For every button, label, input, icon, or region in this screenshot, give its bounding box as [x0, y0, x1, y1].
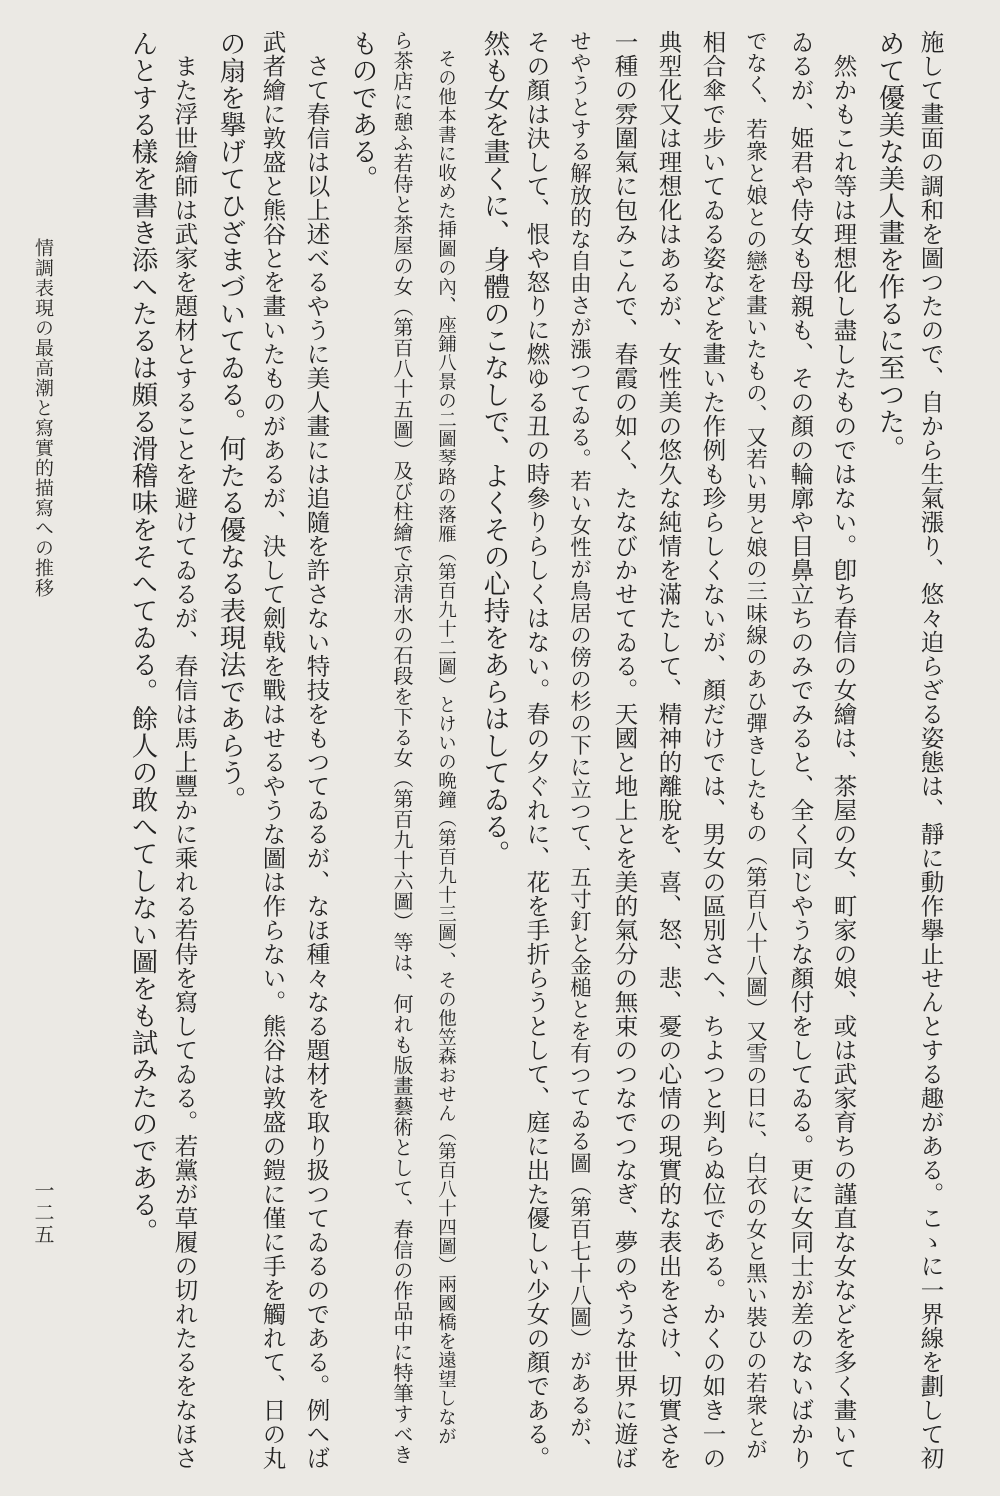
- text-column: 武者繪に敦盛と熊谷とを畫いたものがあるが、決して劍戟を戰はせるやうな圖は作らない。熊谷は敦盛の鎧に僅に手を觸れて、日の丸: [258, 30, 287, 1470]
- text-column: また浮世繪師は武家を題材とすることを避けてゐるが、春信は馬上豐かに乘れる若侍を寫してゐる。若黨が草履の切れたるをなほさ: [170, 30, 199, 1470]
- text-column: さて春信は以上述べるやうに美人畫には追隨を許さない特技をもつてゐるが、なほ種々なる題材を取り扱つてゐるのである。例へば: [302, 30, 331, 1470]
- text-column: 施して畫面の調和を圖つたので、自から生氣漲り、悠々迫らざる姿態は、靜に動作擧止せんとする趣がある。こゝに一界線を劃して初: [916, 30, 945, 1470]
- text-column: 相合傘で步いてゐる姿などを畫いた作例も珍らしくないが、顏だけでは、男女の區別さへ、ちよつと判らぬ位である。かくの如き一の: [698, 30, 727, 1470]
- text-column: ものである。: [346, 30, 378, 192]
- text-column: 然も女を畫くに、身體のこなしで、よくその心持をあらはしてゐる。: [478, 30, 510, 867]
- text-column: せやうとする解放的な自由さが漲つてゐる。若い女性が鳥居の傍の杉の下に立つて、五寸釘と金槌とを有つてゐる圖（第百七十八圖）があるが、: [566, 30, 592, 1460]
- text-column: 然かもこれ等は理想化し盡したものではない。卽ち春信の女繪は、茶屋の女、町家の娘、或は武家育ちの謹直な女などを多く畫いて: [829, 30, 858, 1470]
- text-column: ら茶店に憩ふ若侍と茶屋の女（第百八十五圖）及び柱繪で京淸水の石段を下る女（第百九十六圖）等は、何れも版畫藝術として、春信の作品中に特筆すべき: [390, 30, 414, 1465]
- text-column: んとする樣を書き添へたるは頗る滑稽味をそへてゐる。餘人の敢へてしない圖をも試みたのである。: [126, 30, 158, 1245]
- text-column: でなく、若衆と娘との戀を畫いたもの、又若い男と娘の三味線のあひ彈きしたもの（第百八十八圖）又雪の日に、白衣の女と黑い裝ひの若衆とが: [742, 30, 768, 1460]
- text-column: その顏は決して、恨や怒りに燃ゆる丑の時參りらしくはない。春の夕ぐれに、花を手折らうとして、庭に出た優しい少女の顏である。: [522, 30, 551, 1470]
- text-column: その他本書に收めた挿圖の內、座鋪八景の二圖琴路の落雁（第百九十二圖）とけいの晩鐘（第百九十三圖）、その他笠森おせん（第百八十四圖）兩國橋を遠望しなが: [435, 30, 457, 1446]
- text-column: 一種の雰圍氣に包みこんで、春霞の如く、たなびかせてゐる。天國と地上とを美的氣分の無束のつなでつなぎ、夢のやうな世界に遊ば: [610, 30, 639, 1470]
- running-head: 情調表現の最高潮と寫實的描寫への推移: [32, 238, 54, 598]
- page-number: 一二五: [31, 1180, 55, 1246]
- text-column: の扇を擧げてひざまづいてゐる。何たる優なる表現法であらう。: [214, 30, 246, 813]
- text-column: ゐるが、姫君や侍女も母親も、その顏の輪廓や目鼻立ちのみでみると、全く同じやうな顏付をしてゐる。更に女同士が差のないばかり: [786, 30, 815, 1470]
- text-column: めて優美な美人畫を作るに至つた。: [873, 30, 905, 462]
- text-column: 典型化又は理想化はあるが、女性美の悠久な純情を滿たして、精神的離脫を、喜、怒、悲、憂の心情の現實的な表出をさけ、切實さを: [654, 30, 683, 1470]
